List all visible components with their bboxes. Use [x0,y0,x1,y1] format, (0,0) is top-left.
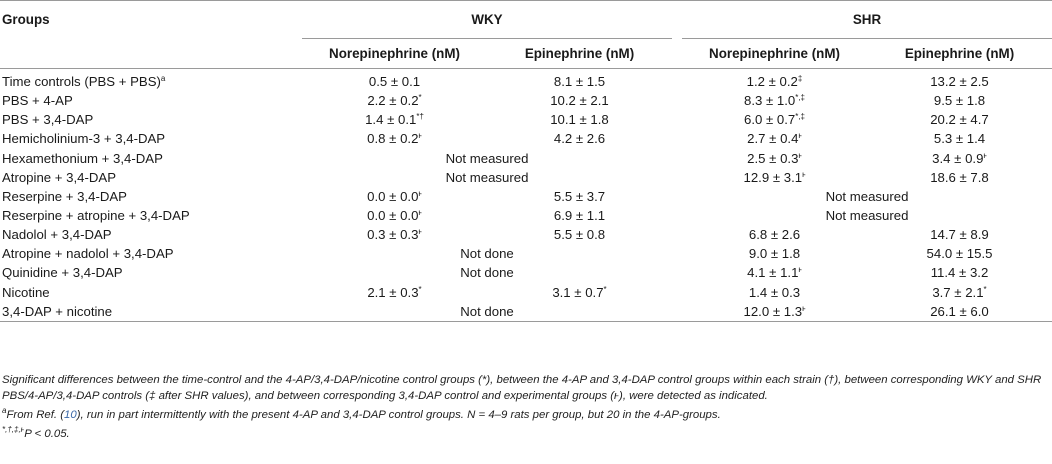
group-cell: Hexamethonium + 3,4-DAP [2,150,163,166]
wky-span-cell: Not measured [445,150,529,166]
shr-e-cell: 14.7 ± 8.9 [930,227,989,243]
wky-ne-cell: 1.4 ± 0.1*† [365,112,424,128]
group-cell: Quinidine + 3,4-DAP [2,265,123,281]
table-row [0,225,1052,244]
shr-e-cell: 18.6 ± 7.8 [930,169,989,185]
wky-e-cell: 10.1 ± 1.8 [550,112,609,128]
wky-e-cell: 5.5 ± 3.7 [553,188,606,204]
group-cell: Nadolol + 3,4-DAP [2,227,112,243]
group-cell: 3,4-DAP + nicotine [0,302,302,322]
table-row [0,129,1052,148]
wky-span-cell: Not done [460,265,514,281]
wky-span-cell: Not measured [445,169,529,185]
reference-link[interactable]: 10 [64,409,77,421]
wky-e-cell: 8.1 ± 1.5 [553,74,606,90]
shr-ne-cell: $12.9 \pm 3.1^ⱶ$ [743,169,806,185]
shr-header: SHR [682,1,1052,39]
table-row [0,110,1052,129]
wky-ne-cell: 2.2 ± 0.2* [367,93,422,109]
group-cell: Atropine + nadolol + 3,4-DAP [2,246,174,262]
table-row [0,302,1052,322]
header-row-subs [0,39,1052,69]
table-row [0,168,1052,187]
shr-ne-cell: $2.7 \pm 0.4^ⱶ$ [747,131,802,147]
wky-header: WKY [302,1,672,39]
shr-e-cell: 13.2 ± 2.5 [930,74,989,90]
shr-span-cell: Not measured [825,208,909,224]
shr-ne-cell: $4.1 \pm 1.1^ⱶ$ [747,265,802,281]
wky-e-cell: 3.1 ± 0.7* [552,284,607,300]
wky-e-cell: 6.9 ± 1.1 [553,208,606,224]
table-row [0,91,1052,110]
table-body [0,69,1052,322]
shr-ne-cell: $12.0 \pm 1.3^ⱶ$ [682,302,867,322]
table-row [0,187,1052,206]
table-row [0,263,1052,282]
wky-e-cell: 4.2 ± 2.6 [553,131,606,147]
wky-ne-cell: $0.3 \pm 0.3^ⱶ$ [367,227,422,243]
group-cell: Time controls (PBS + PBS)$^a$ [2,74,166,90]
wky-span-cell: Not done [302,302,672,322]
wky-ne-cell: $0.0 \pm 0.0^ⱶ$ [367,188,422,204]
table-row [0,283,1052,302]
wky-e-cell: 5.5 ± 0.8 [553,227,606,243]
shr-e-cell: 20.2 ± 4.7 [930,112,989,128]
shr-e-cell: 26.1 ± 6.0 [867,302,1052,322]
shr-ne-cell: 8.3 ± 1.0*,‡ [743,93,806,109]
shr-ne-cell: 1.2 ± 0.2‡ [746,74,803,90]
shr-e-cell: 54.0 ± 15.5 [926,246,993,262]
groups-header: Groups [2,12,50,28]
shr-e-header: Epinephrine (nM) [867,39,1052,69]
shr-ne-cell: 1.4 ± 0.3 [748,284,801,300]
group-cell: Reserpine + 3,4-DAP [2,188,127,204]
wky-e-cell: 10.2 ± 2.1 [550,93,609,109]
shr-e-cell: 3.7 ± 2.1* [932,284,987,300]
wky-ne-cell: $0.0 \pm 0.0^ⱶ$ [367,208,422,224]
shr-ne-header: Norepinephrine (nM) [682,39,867,69]
wky-ne-cell: 2.1 ± 0.3* [367,284,422,300]
shr-span-cell: Not measured [825,188,909,204]
shr-e-cell: 11.4 ± 3.2 [930,265,989,281]
shr-ne-cell: $2.5 \pm 0.3^ⱶ$ [747,150,802,166]
table-row [0,244,1052,263]
wky-ne-header: Norepinephrine (nM) [302,39,487,69]
group-cell: PBS + 4-AP [2,93,73,109]
wky-e-header: Epinephrine (nM) [487,39,672,69]
group-cell: Atropine + 3,4-DAP [2,169,116,185]
wky-span-cell: Not done [460,246,514,262]
table-row [0,149,1052,168]
footnote-significance: Significant differences between the time-control and the 4-AP/3,4-DAP/nicotine control groups (*), between the 4-AP and 3,4-DAP control groups within each strain (†), between corresponding WKY and SHR PBS/4-AP/3,4-DAP controls (‡ after SHR values), and between corresponding 3,4-DAP control and experimental groups (ⱶ), were detected as indicated. [2,374,1042,402]
footnotes [2,372,1042,445]
shr-ne-cell: 9.0 ± 1.8 [748,246,801,262]
group-cell: Nicotine [2,284,50,300]
shr-e-cell: $3.4 \pm 0.9^ⱶ$ [932,150,987,166]
table-row [0,69,1052,92]
footnote-pvalue: $^{*,\dagger,\ddagger,ⱶ}$P < 0.05. [2,425,70,440]
group-cell: PBS + 3,4-DAP [2,112,94,128]
shr-e-cell: 9.5 ± 1.8 [933,93,986,109]
table-row [0,206,1052,225]
footnote-reference: $^a$From Ref. (10), run in part intermittently with the present 4-AP and 3,4-DAP control groups. N = 4–9 rats per group, but 20 in the 4-AP-groups. [2,406,721,421]
shr-ne-cell: 6.8 ± 2.6 [748,227,801,243]
wky-ne-cell: 0.5 ± 0.1 [368,74,421,90]
shr-ne-cell: 6.0 ± 0.7*,‡ [743,112,806,128]
shr-e-cell: 5.3 ± 1.4 [933,131,986,147]
wky-ne-cell: $0.8 \pm 0.2^ⱶ$ [367,131,422,147]
group-cell: Reserpine + atropine + 3,4-DAP [2,208,190,224]
header-row-groups [0,1,1052,39]
group-cell: Hemicholinium-3 + 3,4-DAP [2,131,166,147]
